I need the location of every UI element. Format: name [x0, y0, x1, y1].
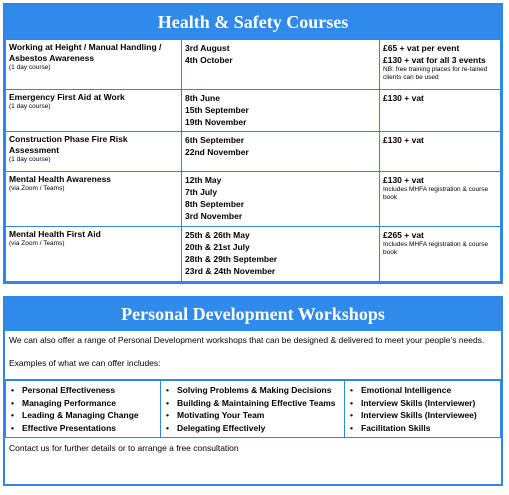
course-dates-cell: [182, 172, 380, 227]
workshop-column: [161, 381, 345, 438]
course-price-note: Includes MHFA registration & course book: [383, 186, 489, 201]
course-name: Working at Height / Manual Handling / Asbestos Awareness: [9, 42, 162, 63]
course-name-cell: [6, 172, 182, 227]
course-row: [6, 90, 501, 132]
workshop-column: [6, 381, 161, 438]
course-format-note: (1 day course): [9, 64, 51, 71]
health-safety-title: Health & Safety Courses: [5, 5, 501, 39]
course-date: 25th & 26th May: [185, 230, 250, 240]
course-date: 28th & 29th September: [185, 254, 278, 264]
course-dates-cell: [182, 40, 380, 90]
course-date: 7th July: [185, 187, 218, 197]
course-price-note: Includes MHFA registration & course book: [383, 241, 489, 256]
workshop-item: • Emotional Intelligence: [349, 384, 496, 397]
development-examples-label: Examples of what we can offer includes:: [9, 358, 161, 368]
course-date: 20th & 21st July: [185, 242, 250, 252]
development-intro: We can also offer a range of Personal Development workshops that can be designed & delivered to meet your people’s needs.: [9, 335, 485, 345]
course-name-cell: [6, 132, 182, 172]
health-safety-panel: [3, 3, 503, 284]
course-name-cell: [6, 90, 182, 132]
course-date: 3rd November: [185, 211, 243, 221]
course-row: [6, 172, 501, 227]
course-date: 4th October: [185, 55, 233, 65]
course-name-cell: [6, 227, 182, 282]
course-format-note: (1 day course): [9, 103, 51, 110]
course-row: [6, 227, 501, 282]
course-format-note: (via Zoom / Teams): [9, 240, 65, 247]
course-name: Emergency First Aid at Work: [9, 92, 125, 102]
course-date: 6th September: [185, 135, 245, 145]
course-date: 8th September: [185, 199, 245, 209]
course-date: 12th May: [185, 175, 222, 185]
course-price-note: NB: free training places for re-tained clients can be used: [383, 66, 488, 81]
personal-development-panel: [3, 296, 503, 486]
course-date: 19th November: [185, 117, 247, 127]
course-name-cell: [6, 40, 182, 90]
course-price-cell: [380, 132, 501, 172]
course-format-note: (via Zoom / Teams): [9, 185, 65, 192]
course-date: 8th June: [185, 93, 220, 103]
course-date: 22nd November: [185, 147, 249, 157]
course-price-cell: [380, 172, 501, 227]
workshop-item: • Delegating Effectively: [165, 422, 340, 435]
workshop-item: • Motivating Your Team: [165, 409, 340, 422]
course-price: £130 + vat: [383, 135, 424, 145]
course-price: £265 + vat: [383, 230, 424, 240]
workshop-item: • Leading & Managing Change: [10, 409, 156, 422]
workshop-item: • Effective Presentations: [10, 422, 156, 435]
course-dates-cell: [182, 227, 380, 282]
course-name: Mental Health First Aid: [9, 229, 101, 239]
course-date: 23rd & 24th November: [185, 266, 276, 276]
workshop-column: [345, 381, 501, 438]
workshop-item: • Facilitation Skills: [349, 422, 496, 435]
workshop-item: • Solving Problems & Making Decisions: [165, 384, 340, 397]
course-price: £65 + vat per event: [383, 43, 460, 53]
course-date: 15th September: [185, 105, 249, 115]
course-date: 3rd August: [185, 43, 230, 53]
course-price-cell: [380, 227, 501, 282]
course-price: £130 + vat: [383, 175, 424, 185]
contact-line: Contact us for further details or to arrange a free consultation: [9, 443, 239, 453]
development-description: [5, 331, 501, 380]
course-dates-cell: [182, 132, 380, 172]
course-row: [6, 40, 501, 90]
course-format-note: (1 day course): [9, 156, 51, 163]
course-name: Mental Health Awareness: [9, 174, 112, 184]
course-name: Construction Phase Fire Risk Assessment: [9, 134, 128, 155]
course-price: £130 + vat: [383, 93, 424, 103]
workshop-item: • Interview Skills (Interviewer): [349, 397, 496, 410]
course-price: £130 + vat for all 3 events: [383, 55, 486, 65]
workshop-item: • Interview Skills (Interviewee): [349, 409, 496, 422]
personal-development-title: Personal Development Workshops: [5, 298, 501, 331]
course-dates-cell: [182, 90, 380, 132]
workshop-item: • Managing Performance: [10, 397, 156, 410]
course-row: [6, 132, 501, 172]
workshop-list: [5, 380, 501, 438]
workshop-item: • Building & Maintaining Effective Teams: [165, 397, 340, 410]
workshop-item: • Personal Effectiveness: [10, 384, 156, 397]
courses-table: [5, 39, 501, 282]
course-price-cell: [380, 90, 501, 132]
course-price-cell: [380, 40, 501, 90]
